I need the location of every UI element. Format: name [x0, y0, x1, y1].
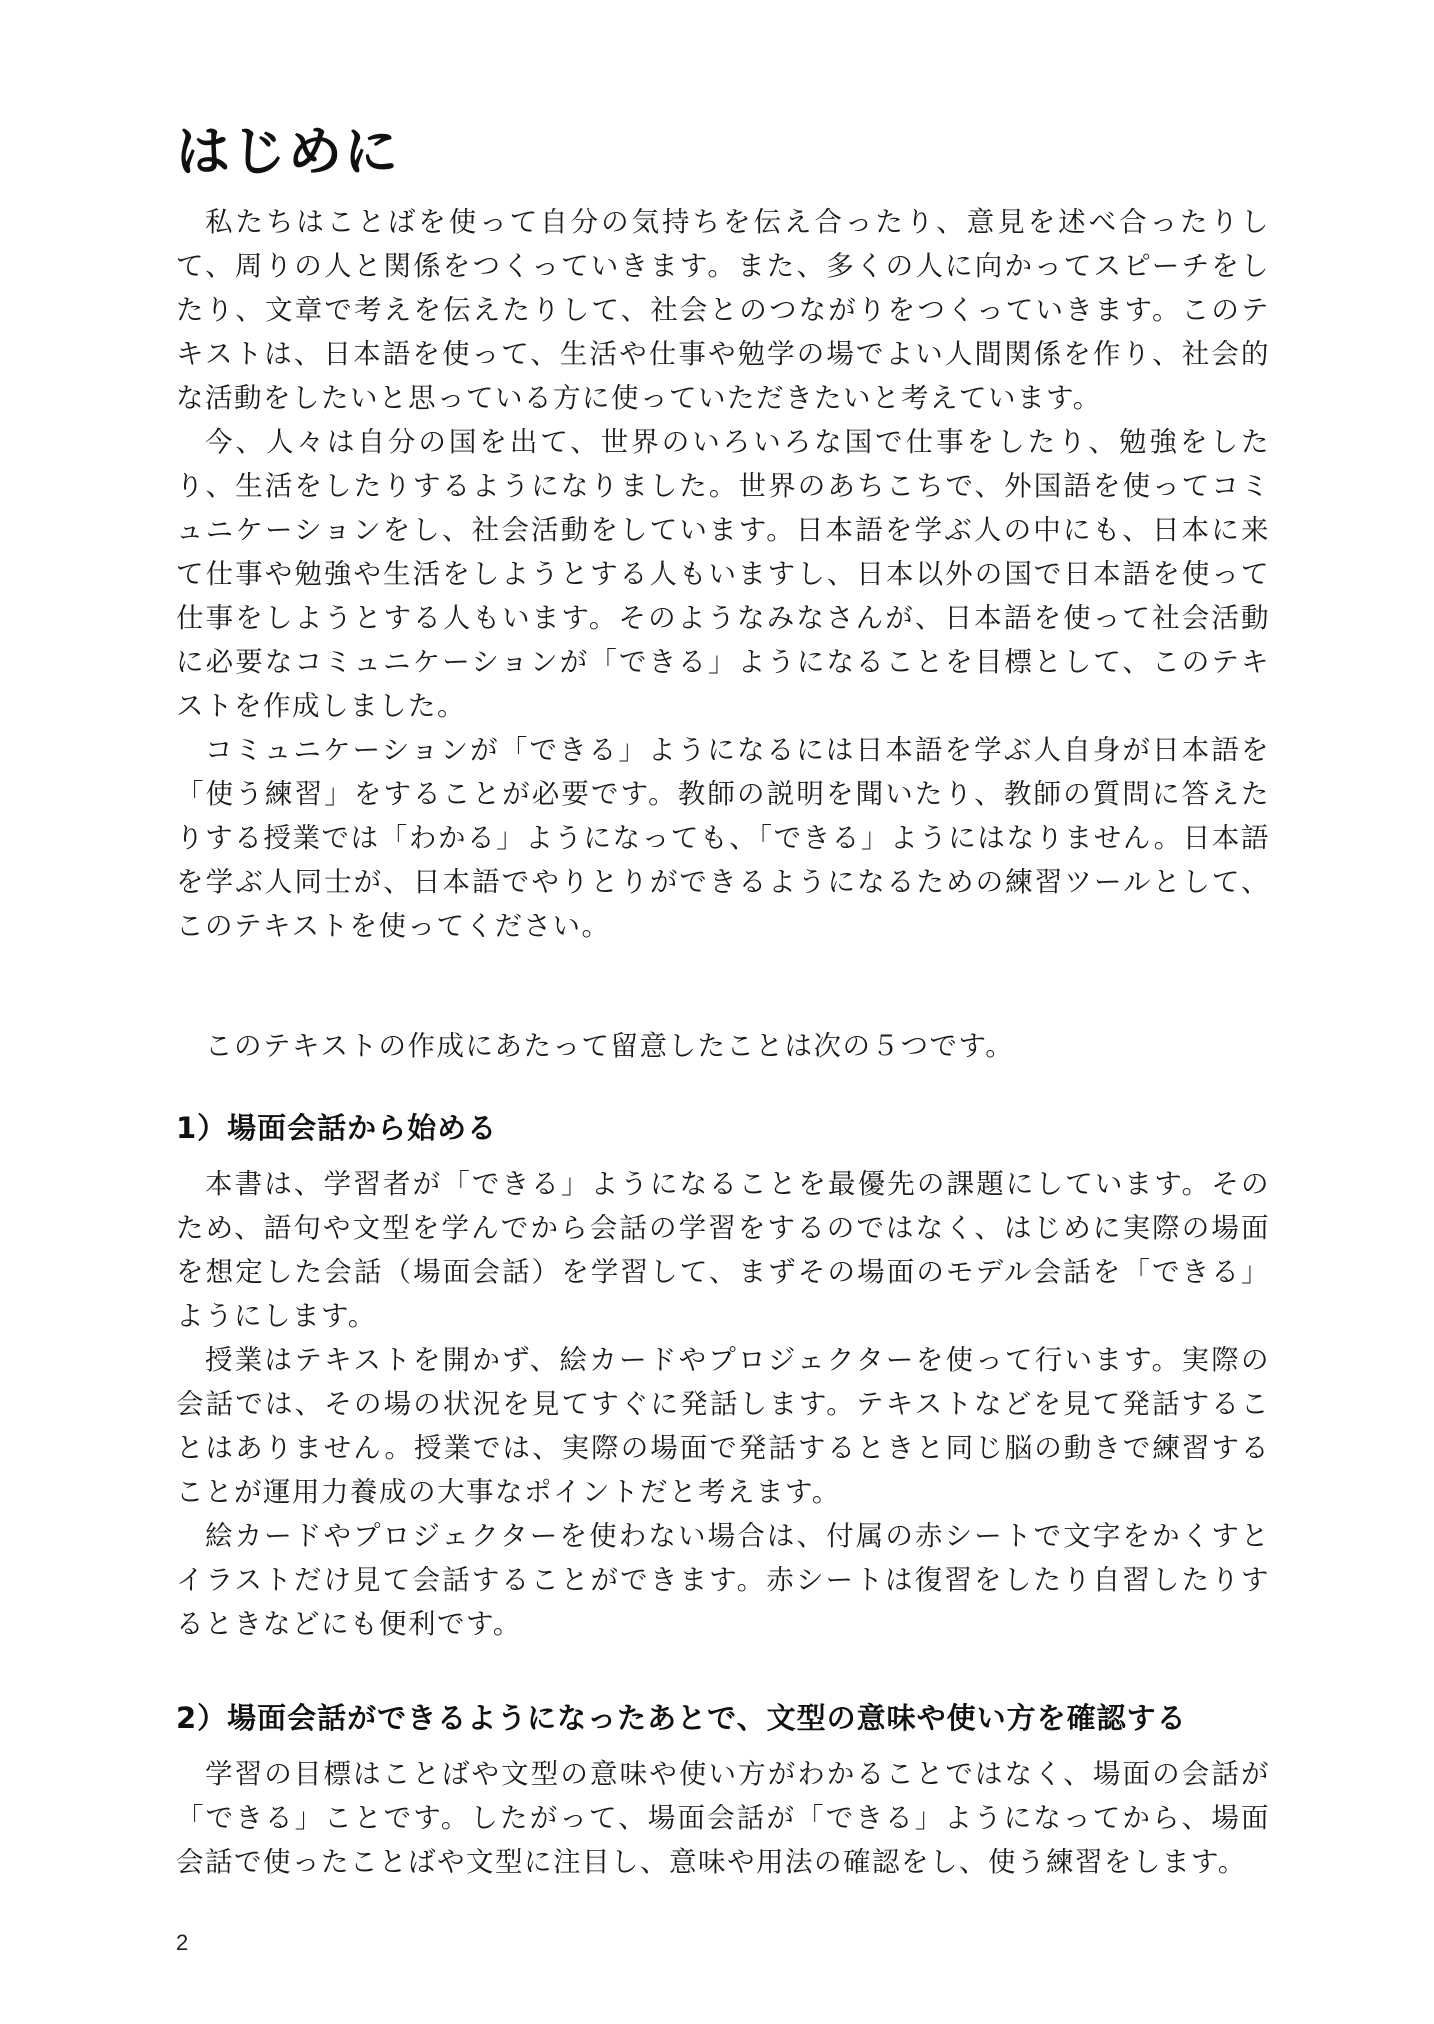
- section-1-paragraph-1: 本書は、学習者が「できる」ようになることを最優先の課題にしています。そのため、語句や文型を学んでから会話の学習をするのではなく、はじめに実際の場面を想定した会話（場面会話）を学習して、まずその場面のモデル会話を「できる」ようにします。: [176, 1168, 1270, 1332]
- intro-paragraph-3: コミュニケーションが「できる」ようになるには日本語を学ぶ人自身が日本語を「使う練習」をすることが必要です。教師の説明を聞いたり、教師の質問に答えたりする授業では「わかる」ようになっても、「できる」ようにはなりません。日本語を学ぶ人同士が、日本語でやりとりができるようになるための練習ツールとして、このテキストを使ってください。: [176, 734, 1270, 942]
- page-title: はじめに: [176, 120, 400, 183]
- intro-paragraph-1: 私たちはことばを使って自分の気持ちを伝え合ったり、意見を述べ合ったりして、周りの人と関係をつくっていきます。また、多くの人に向かってスピーチをしたり、文章で考えを伝えたりして、社会とのつながりをつくっていきます。このテキストは、日本語を使って、生活や仕事や勉学の場でよい人間関係を作り、社会的な活動をしたいと思っている方に使っていただきたいと考えています。: [176, 206, 1270, 414]
- intro-section: [176, 200, 1270, 948]
- page-number: 2: [176, 1930, 189, 1955]
- lead-sentence: このテキストの作成にあたって留意したことは次の５つです。: [205, 1030, 1015, 1062]
- section-1-heading: 1）場面会話から始める: [176, 1111, 498, 1145]
- section-1-body: [176, 1162, 1270, 1646]
- intro-paragraph-2: 今、人々は自分の国を出て、世界のいろいろな国で仕事をしたり、勉強をしたり、生活をしたりするようになりました。世界のあちこちで、外国語を使ってコミュニケーションをし、社会活動をしています。日本語を学ぶ人の中にも、日本に来て仕事や勉強や生活をしようとする人もいますし、日本以外の国で日本語を使って仕事をしようとする人もいます。そのようなみなさんが、日本語を使って社会活動に必要なコミュニケーションが「できる」ようになることを目標として、このテキストを作成しました。: [176, 426, 1270, 722]
- section-2-body: [176, 1752, 1270, 1884]
- section-2-heading: 2）場面会話ができるようになったあとで、文型の意味や使い方を確認する: [176, 1701, 1187, 1735]
- section-1-paragraph-2: 授業はテキストを開かず、絵カードやプロジェクターを使って行います。実際の会話では、その場の状況を見てすぐに発話します。テキストなどを見て発話することはありません。授業では、実際の場面で発話するときと同じ脳の動きで練習することが運用力養成の大事なポイントだと考えます。: [176, 1344, 1270, 1508]
- section-1-paragraph-3: 絵カードやプロジェクターを使わない場合は、付属の赤シートで文字をかくすとイラストだけ見て会話することができます。赤シートは復習をしたり自習したりするときなどにも便利です。: [176, 1520, 1270, 1640]
- section-2-paragraph-1: 学習の目標はことばや文型の意味や使い方がわかることではなく、場面の会話が「できる」ことです。したがって、場面会話が「できる」ようになってから、場面会話で使ったことばや文型に注目し、意味や用法の確認をし、使う練習をします。: [176, 1758, 1270, 1878]
